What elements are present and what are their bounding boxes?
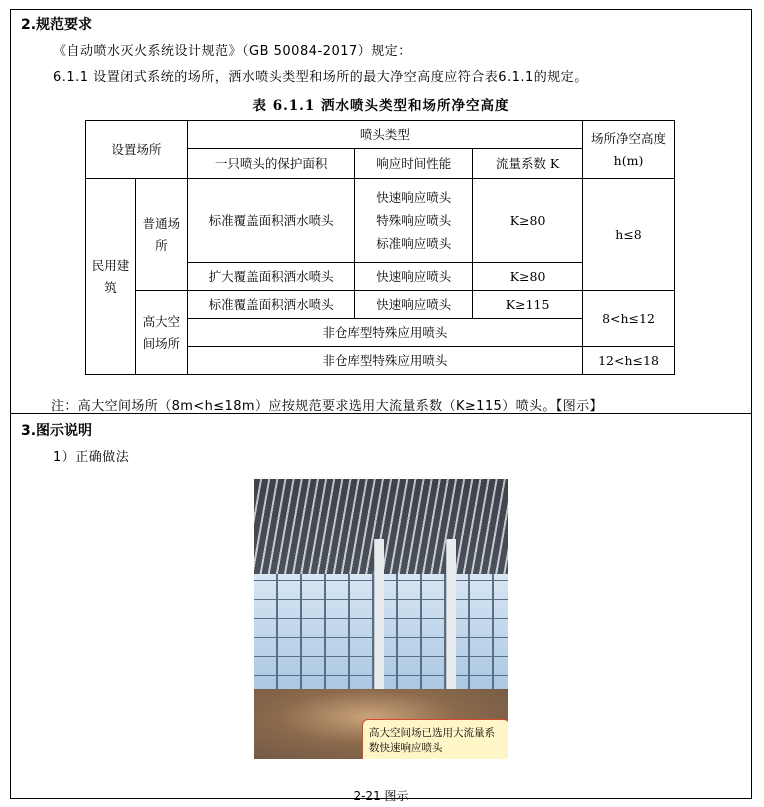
- cell-nonwarehouse-a: 非仓库型特殊应用喷头: [187, 319, 582, 347]
- photo-callout: 高大空间场已选用大流量系数快速响应喷头: [362, 719, 508, 759]
- column: [446, 539, 456, 709]
- cell-standard-coverage: 标准覆盖面积洒水喷头: [187, 179, 355, 263]
- sprinkler-table: [85, 120, 675, 375]
- cell-k80-b: K≥80: [473, 263, 583, 291]
- cell-height-18: 12<h≤18: [583, 347, 675, 375]
- cell-tall-space: 高大空间场所: [135, 291, 187, 375]
- table-note: 注：高大空间场所（8m<h≤18m）应按规范要求选用大流量系数（K≥115）喷头。【图示】: [51, 399, 603, 414]
- cell-extended-coverage: 扩大覆盖面积洒水喷头: [187, 263, 355, 291]
- cell-nonwarehouse-b: 非仓库型特殊应用喷头: [187, 347, 582, 375]
- section-divider: [11, 413, 751, 414]
- atrium-photo: [254, 479, 508, 759]
- header-clear-height: 场所净空高度 h(m): [583, 121, 675, 179]
- cell-response-types: [355, 179, 473, 263]
- cell-resp-special: 特殊响应喷头: [376, 213, 452, 228]
- section-title-requirements: 2.规范要求: [21, 17, 93, 33]
- cell-civil-building: 民用建筑: [86, 179, 136, 375]
- cell-normal-place: 普通场所: [135, 179, 187, 291]
- cell-resp-fast: 快速响应喷头: [376, 190, 452, 205]
- header-protection-area: 一只喷头的保护面积: [187, 149, 355, 179]
- figure-caption: 2-21 图示: [353, 789, 409, 803]
- column: [374, 539, 384, 709]
- cell-resp-standard: 标准响应喷头: [376, 236, 452, 251]
- cell-k80-a: K≥80: [473, 179, 583, 263]
- cell-standard-coverage-b: 标准覆盖面积洒水喷头: [187, 291, 355, 319]
- cell-k115: K≥115: [473, 291, 583, 319]
- header-place: 设置场所: [86, 121, 188, 179]
- cell-resp-fast-b: 快速响应喷头: [355, 263, 473, 291]
- section-title-illustration: 3.图示说明: [21, 423, 93, 439]
- header-response-time: 响应时间性能: [355, 149, 473, 179]
- code-reference: 《自动喷水灭火系统设计规范》（GB 50084-2017）规定：: [53, 44, 412, 59]
- document-frame: [10, 9, 752, 803]
- cell-resp-fast-c: 快速响应喷头: [355, 291, 473, 319]
- correct-practice-label: 1）正确做法: [53, 450, 130, 465]
- cell-height-12: 8<h≤12: [583, 291, 675, 347]
- table-title: 表 6.1.1 洒水喷头类型和场所净空高度: [252, 98, 510, 114]
- header-sprinkler-type: 喷头类型: [187, 121, 582, 149]
- header-k-factor: 流量系数 K: [473, 149, 583, 179]
- clause-text: 6.1.1 设置闭式系统的场所，洒水喷头类型和场所的最大净空高度应符合表6.1.1的规定。: [53, 70, 588, 85]
- cell-height-8: h≤8: [583, 179, 675, 291]
